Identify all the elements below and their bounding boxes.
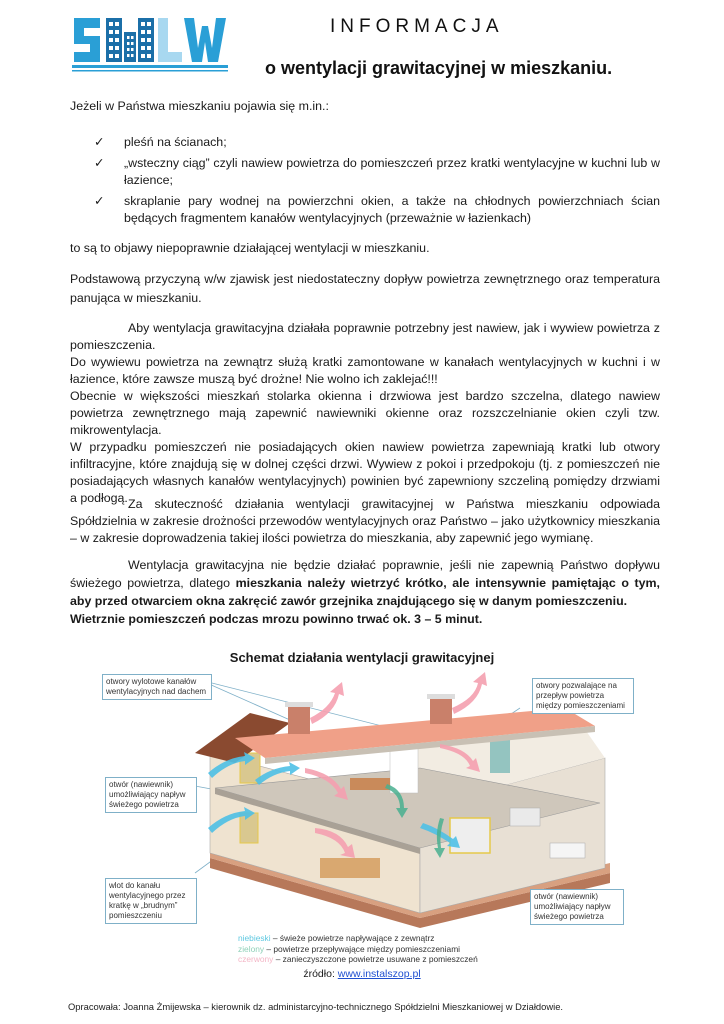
source-link[interactable]: www.instalszop.pl [337, 968, 421, 980]
diagram-source: źródło: www.instalszop.pl [303, 968, 421, 980]
document-title: INFORMACJA [330, 16, 504, 37]
symptom-item: ✓ skraplanie pary wodnej na powierzchni okien, a także na chłodnych powierzchniach ścian będących fragmentem kanałów wentylacyjnych (przeważnie w łazienkach) [94, 194, 660, 225]
diagram-legend [238, 933, 478, 965]
symptom-list [94, 134, 660, 227]
callout-flow-openings: otwory pozwalające na przepływ powietrza między pomieszczeniami [532, 678, 634, 714]
paragraph-ventilation-body: Aby wentylacja grawitacyjna działała poprawnie potrzebny jest nawiew, jak i wywiew powietrza z pomieszczenia. Do wywiewu powietrza na zewnątrz służą kratki zamontowane w kanałach wentylacyjnych w kuchni i w łazience, które zawsze muszą być drożne! Nie wolno ich zaklejać!!! Obecnie w większości mieszkań stolarka okienna i drzwiowa jest bardzo szczelna, dlatego nawiew powietrza zewnętrznego mają zapewnić nawiewniki okienne oraz rozszczelnianie okien czyli tzw. mikrowentylacja. W przypadku pomieszczeń nie posiadających okien nawiew powietrza zapewniają kratki lub otwory infiltracyjne, które znajdują się w dolnej części drzwi. Wywiew z pokoi i przedpokoju (tj. z pomieszczeń nie posiadających własnych kanałów wentylacyjnych) powinien być zapewniony szczeliną pomiędzy drzwiami a podłogą. [70, 321, 660, 505]
diagram-title: Schemat działania wentylacji grawitacyjnej [229, 650, 495, 665]
callout-inlet-right: otwór (nawiewnik) umożliwiający napływ świeżego powietrza [530, 889, 624, 925]
callout-exhaust-outlets: otwory wylotowe kanałów wentylacyjnych nad dachem [102, 674, 212, 700]
legend-item-blue: niebieski – świeże powietrze napływające z zewnątrz [238, 933, 435, 943]
paragraph-responsibility: Za skuteczność działania wentylacji grawitacyjnej w Państwa mieszkaniu odpowiada Spółdzielnia w zakresie drożności przewodów wentylacyjnych oraz Państwo – jako użytkownicy mieszkania – w zakresie doprowadzenia takiej ilości powietrza do mieszkania, aby zapewnić jego wymianę. [70, 497, 660, 545]
document-subtitle: o wentylacji grawitacyjnej w mieszkaniu. [265, 58, 613, 78]
symptom-item: ✓ pleśń na ścianach; [94, 135, 227, 149]
legend-item-green: zielony – powietrze przepływające między pomieszczeniami [238, 943, 461, 954]
footer-author: Opracowała: Joanna Żmijewska – kierownik dz. administarcyjno-technicznego Spółdzielni Mieszkaniowej w Działdowie. [68, 1001, 564, 1012]
smlw-logo [70, 14, 230, 74]
airing-instruction: mieszkania należy wietrzyć krótko, ale intensywnie pamiętając o tym, aby przed otwarciem okna zakręcić zawór grzejnika znajdującego się w danym pomieszczeniu. [70, 576, 660, 608]
checkmark-icon: ✓ [94, 156, 105, 170]
callout-inlet-left: otwór (nawiewnik) umożliwiający napływ świeżego powietrza [105, 777, 197, 813]
paragraph-cause: Podstawową przyczyną w/w zjawisk jest niedostateczny dopływ powietrza zewnętrznego oraz temperatura panująca w mieszkaniu. [70, 272, 660, 305]
intro-text: Jeżeli w Państwa mieszkaniu pojawia się m.in.: [70, 99, 329, 113]
legend-item-red: czerwony – zanieczyszczone powietrze usuwane z pomieszczeń [238, 954, 478, 964]
paragraph-symptoms-conclusion: to są to objawy niepoprawnie działającej wentylacji w mieszkaniu. [70, 241, 430, 255]
checkmark-icon: ✓ [94, 194, 105, 208]
airing-duration: Wietrznie pomieszczeń podczas mrozu powinno trwać ok. 3 – 5 minut. [70, 612, 483, 626]
paragraph-airing: Wentylacja grawitacyjna nie będzie działać poprawnie, jeśli nie zapewnią Państwo dopływu świeżego powietrza, dlatego mieszkania należy wietrzyć krótko, ale intensywnie pamiętając o tym, aby przed otwarciem okna zakręcić zawór grzejnika znajdującego się w danym pomieszczeniu. Wietrznie pomieszczeń podczas mrozu powinno trwać ok. 3 – 5 minut. [70, 558, 660, 626]
symptom-item: ✓ „wsteczny ciąg” czyli nawiew powietrza do pomieszczeń przez kratki wentylacyjne w kuchni lub w łazience; [94, 156, 660, 187]
checkmark-icon: ✓ [94, 135, 105, 149]
callout-duct-inlet: wlot do kanału wentylacyjnego przez kratkę w „brudnym” pomieszczeniu [105, 878, 197, 924]
